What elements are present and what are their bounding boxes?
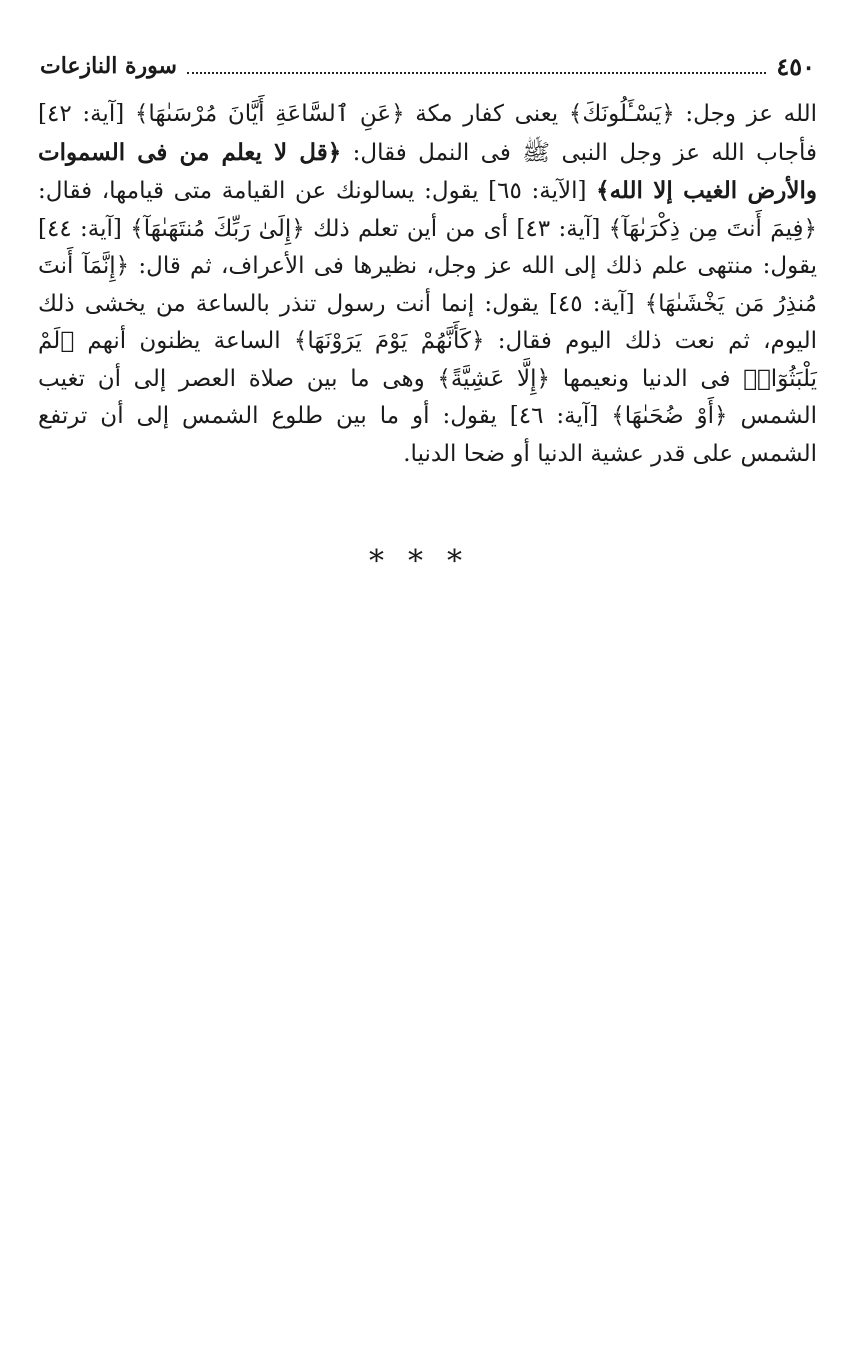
- text-segment: فى الدنيا ونعيمها: [550, 365, 744, 392]
- bold-quote: ﴿قل لا يعلم من فى السموات والأرض الغيب إلا الله﴾: [38, 138, 817, 204]
- text-segment: الله عز وجل:: [674, 101, 817, 127]
- surah-title: سورة النازعات: [40, 53, 177, 79]
- text-segment: [آية: ٤٥] يقول: إنما أنت رسول تنذر بالساعة من يخشى ذلك اليوم، ثم نعت ذلك اليوم فقال:: [38, 290, 818, 354]
- page-header: [40, 46, 815, 86]
- quran-quote: ﴿إِنَّمَآ أَنتَ مُنذِرُ مَن يَخْشَىٰهَا﴾: [38, 253, 818, 317]
- header-dotted-leader: [187, 72, 766, 74]
- quran-quote: ﴿إِلَّا عَشِيَّةً﴾: [437, 365, 551, 392]
- commentary-text: [38, 96, 817, 473]
- text-segment: الساعة يظنون أنهم: [74, 328, 294, 354]
- text-segment: وهى ما بين صلاة العصر إلى أن تغيب الشمس: [38, 365, 818, 429]
- quran-quote: ﴿فِيمَ أَنتَ مِن ذِكْرَىٰهَآ﴾: [608, 215, 817, 242]
- quran-quote: ﴿عَنِ ٱلسَّاعَةِ أَيَّانَ مُرْسَىٰهَا﴾: [134, 101, 405, 127]
- text-segment: [الآية: ٦٥] يقول: يسالونك عن القيامة متى قيامها، فقال:: [38, 178, 597, 204]
- section-end-asterisks: ***: [369, 544, 486, 579]
- quran-quote: ﴿كَأَنَّهُمْ يَوْمَ يَرَوْنَهَا﴾: [293, 328, 485, 354]
- text-segment: يعنى كفار مكة: [404, 101, 569, 127]
- quran-quote: ﴿لَمْ يَلْبَثُوٓا۟﴾: [38, 328, 817, 392]
- text-segment: [آية: ٤٢] فأجاب الله عز وجل النبى ﷺ فى النمل فقال:: [38, 101, 818, 166]
- quran-quote: ﴿أَوْ ضُحَىٰهَا﴾: [611, 403, 728, 429]
- commentary-paragraph: [38, 96, 817, 473]
- quran-quote: ﴿يَسْـَٔلُونَكَ﴾: [568, 101, 675, 127]
- text-segment: [آية: ٤٤] يقول: منتهى علم ذلك إلى الله عز وجل، نظيرها فى الأعراف، ثم قال:: [38, 215, 817, 279]
- page-number: ٤٥٠: [776, 51, 815, 81]
- text-segment: [آية: ٤٦] يقول: أو ما بين طلوع الشمس إلى أن ترتفع الشمس على قدر عشية الدنيا أو ضحا الدنيا.: [38, 403, 817, 467]
- quran-quote: ﴿إِلَىٰ رَبِّكَ مُنتَهَىٰهَآ﴾: [130, 215, 305, 242]
- text-segment: [آية: ٤٣] أى من أين تعلم ذلك: [304, 215, 609, 242]
